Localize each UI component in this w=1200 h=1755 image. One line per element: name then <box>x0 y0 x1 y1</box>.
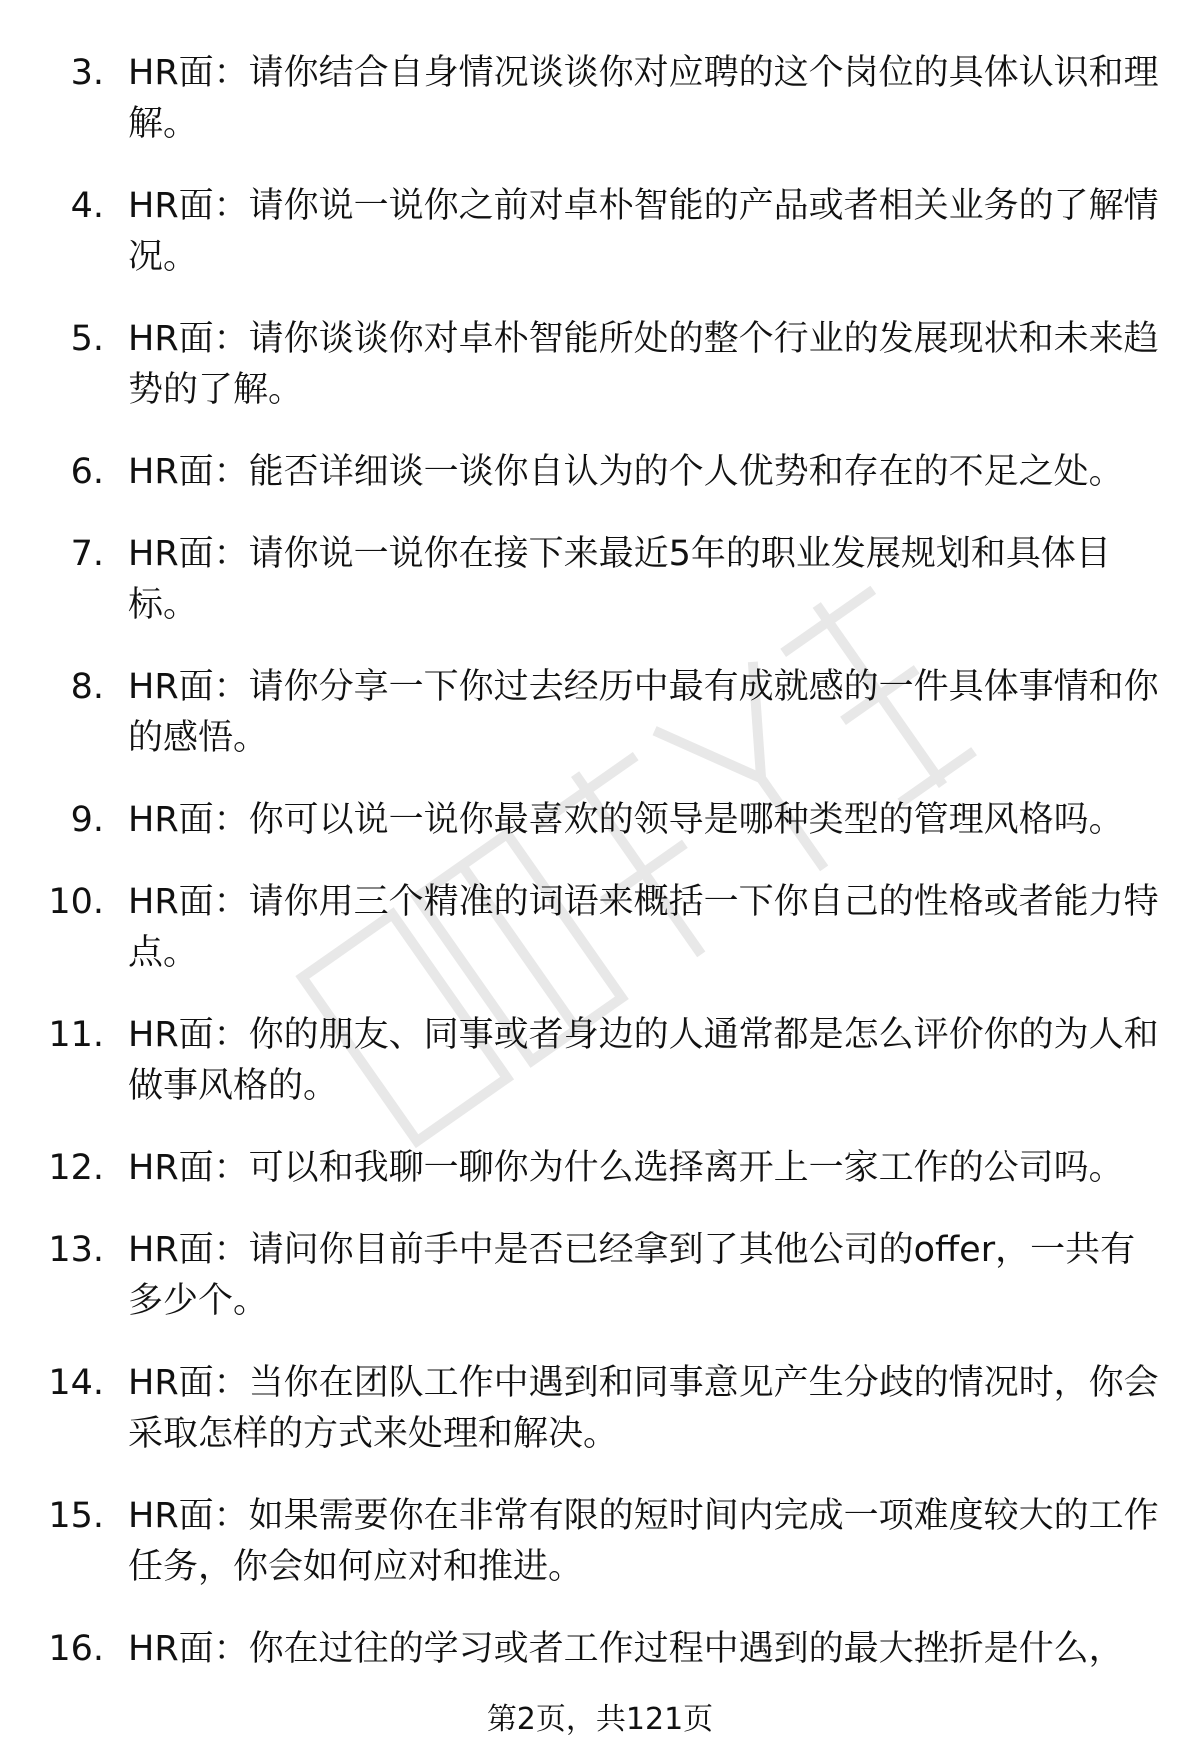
question-item <box>0 795 1200 846</box>
question-prefix: HR面： <box>128 800 249 840</box>
question-number: 3. <box>70 53 104 93</box>
question-list <box>0 48 1200 1706</box>
page-footer: 第2页，共121页 <box>486 1702 714 1737</box>
question-number: 7. <box>70 534 104 574</box>
question-text: 如果需要你在非常有限的短时间内完成一项难度较大的工作任务，你会如何应对和推进。 <box>128 1496 1159 1587</box>
question-number: 10. <box>48 882 104 922</box>
question-item <box>0 1491 1200 1593</box>
question-item <box>0 1143 1200 1194</box>
question-item <box>0 447 1200 498</box>
question-prefix: HR面： <box>128 1363 249 1403</box>
question-prefix: HR面： <box>128 534 249 574</box>
question-number: 9. <box>70 800 104 840</box>
question-prefix: HR面： <box>128 319 249 359</box>
question-prefix: HR面： <box>128 452 249 492</box>
question-item <box>0 1624 1200 1675</box>
question-item <box>0 1358 1200 1460</box>
question-item <box>0 1225 1200 1327</box>
question-prefix: HR面： <box>128 667 249 707</box>
question-item <box>0 314 1200 416</box>
question-item <box>0 877 1200 979</box>
question-item <box>0 529 1200 631</box>
question-number: 12. <box>48 1148 104 1188</box>
question-item <box>0 662 1200 764</box>
question-text: 当你在团队工作中遇到和同事意见产生分歧的情况时，你会采取怎样的方式来处理和解决。 <box>128 1363 1159 1454</box>
question-number: 8. <box>70 667 104 707</box>
question-text: 请你结合自身情况谈谈你对应聘的这个岗位的具体认识和理解。 <box>128 53 1159 144</box>
question-number: 14. <box>48 1363 104 1403</box>
question-item <box>0 181 1200 283</box>
question-item <box>0 48 1200 150</box>
question-text: 你可以说一说你最喜欢的领导是哪种类型的管理风格吗。 <box>248 800 1124 840</box>
question-number: 13. <box>48 1230 104 1270</box>
question-text: 你在过往的学习或者工作过程中遇到的最大挫折是什么， <box>248 1629 1124 1669</box>
question-text: 能否详细谈一谈你自认为的个人优势和存在的不足之处。 <box>248 452 1124 492</box>
question-text: 请你说一说你在接下来最近5年的职业发展规划和具体目标。 <box>128 534 1111 625</box>
question-prefix: HR面： <box>128 1629 249 1669</box>
question-prefix: HR面： <box>128 882 249 922</box>
question-text: 可以和我聊一聊你为什么选择离开上一家工作的公司吗。 <box>248 1148 1124 1188</box>
question-number: 11. <box>48 1015 104 1055</box>
question-number: 16. <box>48 1629 104 1669</box>
question-prefix: HR面： <box>128 1496 249 1536</box>
question-text: 请你说一说你之前对卓朴智能的产品或者相关业务的了解情况。 <box>128 186 1159 277</box>
question-number: 4. <box>70 186 104 226</box>
question-number: 6. <box>70 452 104 492</box>
question-prefix: HR面： <box>128 53 249 93</box>
question-text: 请你分享一下你过去经历中最有成就感的一件具体事情和你的感悟。 <box>128 667 1159 758</box>
question-text: 请你用三个精准的词语来概括一下你自己的性格或者能力特点。 <box>128 882 1159 973</box>
question-number: 5. <box>70 319 104 359</box>
question-text: 你的朋友、同事或者身边的人通常都是怎么评价你的为人和做事风格的。 <box>128 1015 1159 1106</box>
question-prefix: HR面： <box>128 1015 249 1055</box>
question-text: 请问你目前手中是否已经拿到了其他公司的offer，一共有多少个。 <box>128 1230 1136 1321</box>
question-number: 15. <box>48 1496 104 1536</box>
question-prefix: HR面： <box>128 1148 249 1188</box>
question-item <box>0 1010 1200 1112</box>
question-prefix: HR面： <box>128 1230 249 1270</box>
question-text: 请你谈谈你对卓朴智能所处的整个行业的发展现状和未来趋势的了解。 <box>128 319 1159 410</box>
question-prefix: HR面： <box>128 186 249 226</box>
